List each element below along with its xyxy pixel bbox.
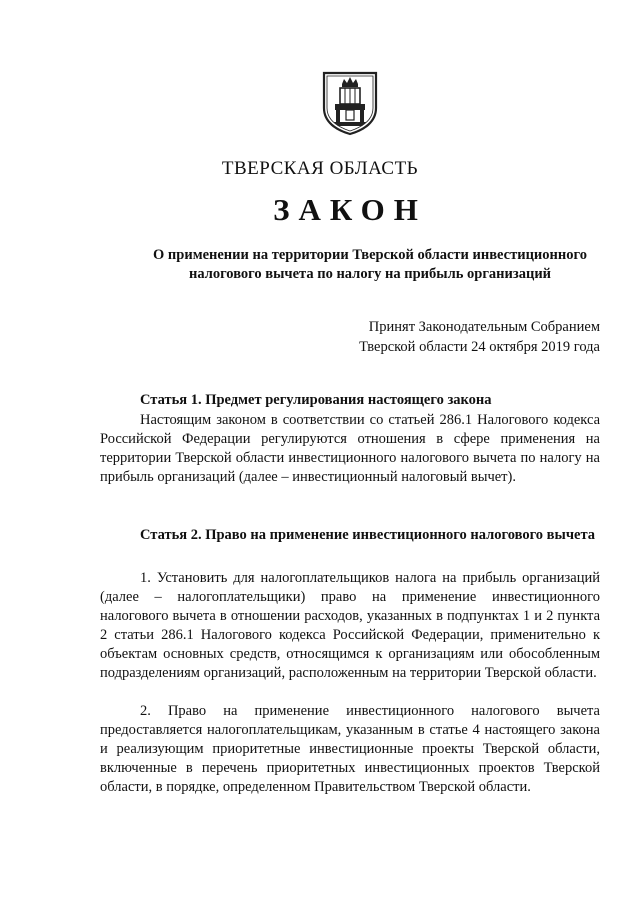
article-1-heading: Статья 1. Предмет регулирования настоящего закона [140,392,492,408]
document-type: ЗАКОН [273,192,427,227]
adoption-note [320,317,600,357]
adoption-note-line-1: Принят Законодательным Собранием [368,319,600,335]
article-2-paragraph-1: 1. Установить для налогоплательщиков налога на прибыль организаций (далее – налогоплательщики) право на применение инвестиционного налогового вычета в отношении расходов, указанных в подпунктах 1 и 2 пункта 2 статьи 286.1 Налогового кодекса Российской Федерации, применительно к объектам основных средств, относящимся к организациям или обособленным подразделениям организаций, расположенным на территории Тверской области. [100,570,600,681]
region-name: ТВЕРСКАЯ ОБЛАСТЬ [221,158,419,179]
law-title: О применении на территории Тверской области инвестиционного налогового вычета по налогу на прибыль организаций [153,247,587,282]
adoption-note-line-2: Тверской области 24 октября 2019 года [359,339,600,355]
article-1-paragraph-1: Настоящим законом в соответствии со статьей 286.1 Налогового кодекса Российской Федерации регулируются отношения в сфере применения на территории Тверской области инвестиционного налогового вычета по налогу на прибыль организаций (далее – инвестиционный налоговый вычет). [100,412,600,485]
article-2-paragraph-2: 2. Право на применение инвестиционного налогового вычета предоставляется налогоплательщикам, указанным в статье 4 настоящего закона и реализующим приоритетные инвестиционные проекты Тверской области, включенные в перечень приоритетных инвестиционных проектов Тверской области, в порядке, определенном Правительством Тверской области. [100,703,600,795]
tver-coat-of-arms-icon [320,70,380,136]
article-2-heading: Статья 2. Право на применение инвестиционного налогового вычета [140,527,595,543]
